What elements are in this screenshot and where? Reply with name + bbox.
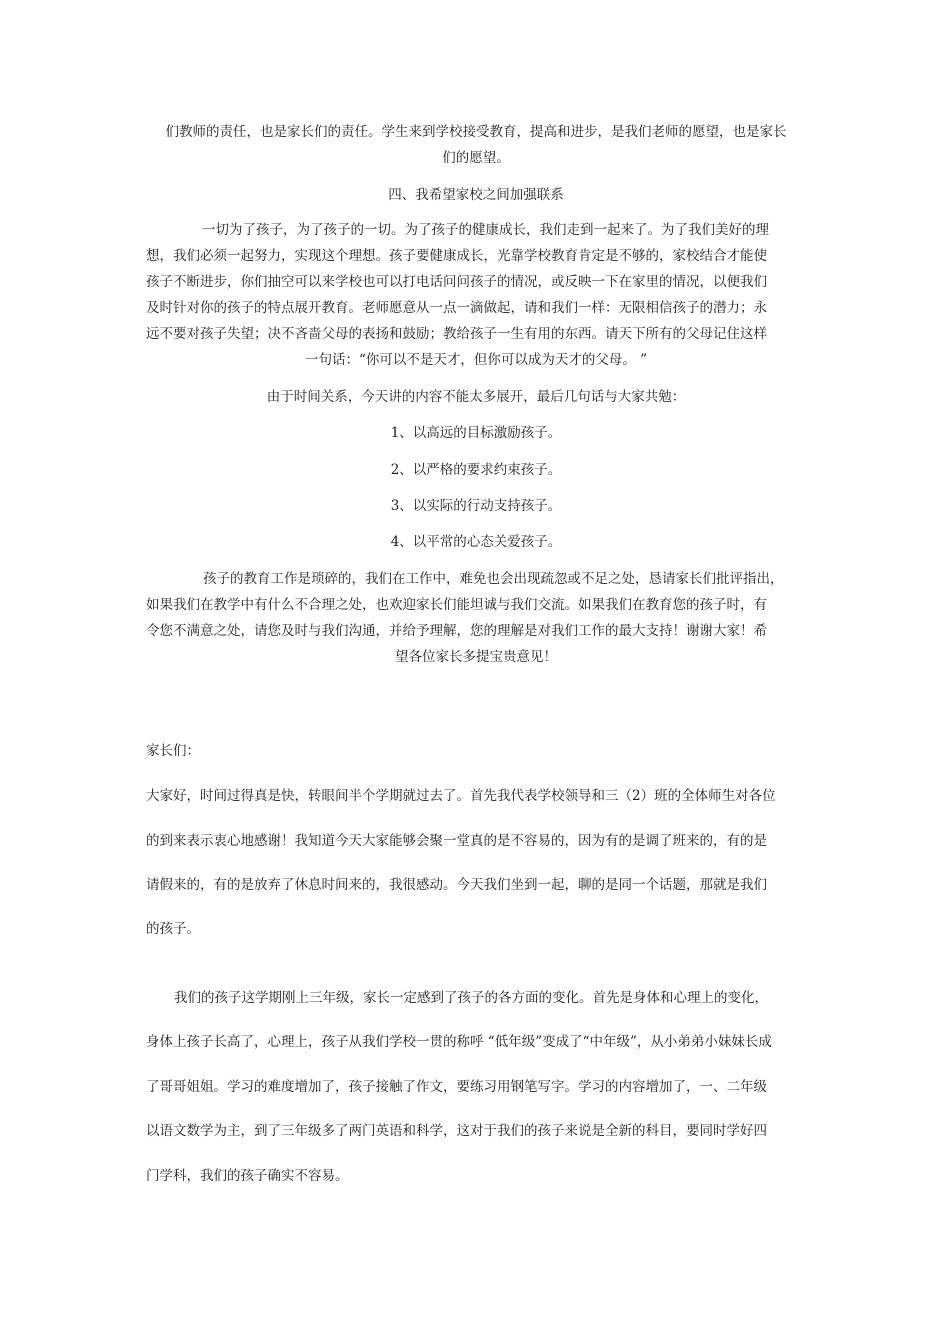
section-heading: 四、我希望家校之间加强联系 [388, 187, 564, 203]
closing-lead: 由于时间关系，今天讲的内容不能太多展开，最后几句话与大家共勉： [266, 389, 686, 405]
speech-p2-line-2: 身体上孩子长高了，心理上，孩子从我们学校一贯的称呼 “低年级”变成了“中年级”，从小弟弟小妹妹长成 [146, 1034, 772, 1050]
section4-line-2: 想，我们必须一起努力，实现这个理想。孩子要健康成长，光靠学校教育肯定是不够的，家校结合才能使 [146, 248, 767, 264]
intro-line-1: 们教师的责任，也是家长们的责任。学生来到学校接受教育，提高和进步，是我们老师的愿望，也是家长 [165, 124, 787, 140]
closing-line-2: 如果我们在教学中有什么不合理之处，也欢迎家长们能坦诚与我们交流。如果我们在教育您的孩子时，有 [146, 597, 767, 613]
list-item: 3、以实际的行动支持孩子。 [390, 498, 562, 514]
speech-p1-line-1: 大家好，时间过得真是快，转眼间半个学期就过去了。首先我代表学校领导和三（2）班的全体师生对各位 [146, 788, 776, 804]
speech-p1-line-4: 的孩子。 [146, 921, 200, 937]
list-item: 2、以严格的要求约束孩子。 [390, 462, 562, 478]
section4-line-6: 一句话：“你可以不是天才，但你可以成为天才的父母。 ” [304, 352, 648, 368]
list-item: 1、以高远的目标激励孩子。 [390, 425, 562, 441]
closing-line-4: 望各位家长多提宝贵意见！ [395, 649, 557, 665]
salutation: 家长们： [146, 743, 200, 759]
closing-line-3: 令您不满意之处，请您及时与我们沟通，并给予理解，您的理解是对我们工作的最大支持！谢谢大家！希 [146, 623, 767, 639]
section4-line-3: 孩子不断进步，你们抽空可以来学校也可以打电话问问孩子的情况，或反映一下在家里的情况，以便我们 [146, 274, 767, 290]
closing-line-1: 孩子的教育工作是琐碎的，我们在工作中，难免也会出现疏忽或不足之处，恳请家长们批评指出， [203, 571, 784, 587]
speech-p1-line-3: 请假来的，有的是放弃了休息时间来的，我很感动。今天我们坐到一起，聊的是同一个话题，那就是我们 [146, 877, 767, 893]
speech-p2-line-3: 了哥哥姐姐。学习的难度增加了，孩子接触了作文，要练习用钢笔写字。学习的内容增加了，一、二年级 [146, 1079, 767, 1095]
list-item: 4、以平常的心态关爱孩子。 [390, 534, 562, 550]
intro-line-2: 们的愿望。 [442, 150, 510, 166]
section4-line-5: 远不要对孩子失望；决不吝啬父母的表扬和鼓励；教给孩子一生有用的东西。请天下所有的父母记住这样 [146, 326, 767, 342]
section4-line-1: 一切为了孩子，为了孩子的一切。为了孩子的健康成长，我们走到一起来了。为了我们美好的理 [202, 222, 769, 238]
section4-line-4: 及时针对你的孩子的特点展开教育。老师愿意从一点一滴做起，请和我们一样：无限相信孩子的潜力；永 [146, 300, 767, 316]
speech-p2-line-1: 我们的孩子这学期刚上三年级，家长一定感到了孩子的各方面的变化。首先是身体和心理上的变化， [174, 990, 768, 1006]
speech-p1-line-2: 的到来表示衷心地感谢！我知道今天大家能够会聚一堂真的是不容易的，因为有的是调了班来的，有的是 [146, 833, 767, 849]
speech-p2-line-5: 门学科，我们的孩子确实不容易。 [146, 1168, 349, 1184]
speech-p2-line-4: 以语文数学为主，到了三年级多了两门英语和科学，这对于我们的孩子来说是全新的科目，要同时学好四 [146, 1123, 767, 1139]
